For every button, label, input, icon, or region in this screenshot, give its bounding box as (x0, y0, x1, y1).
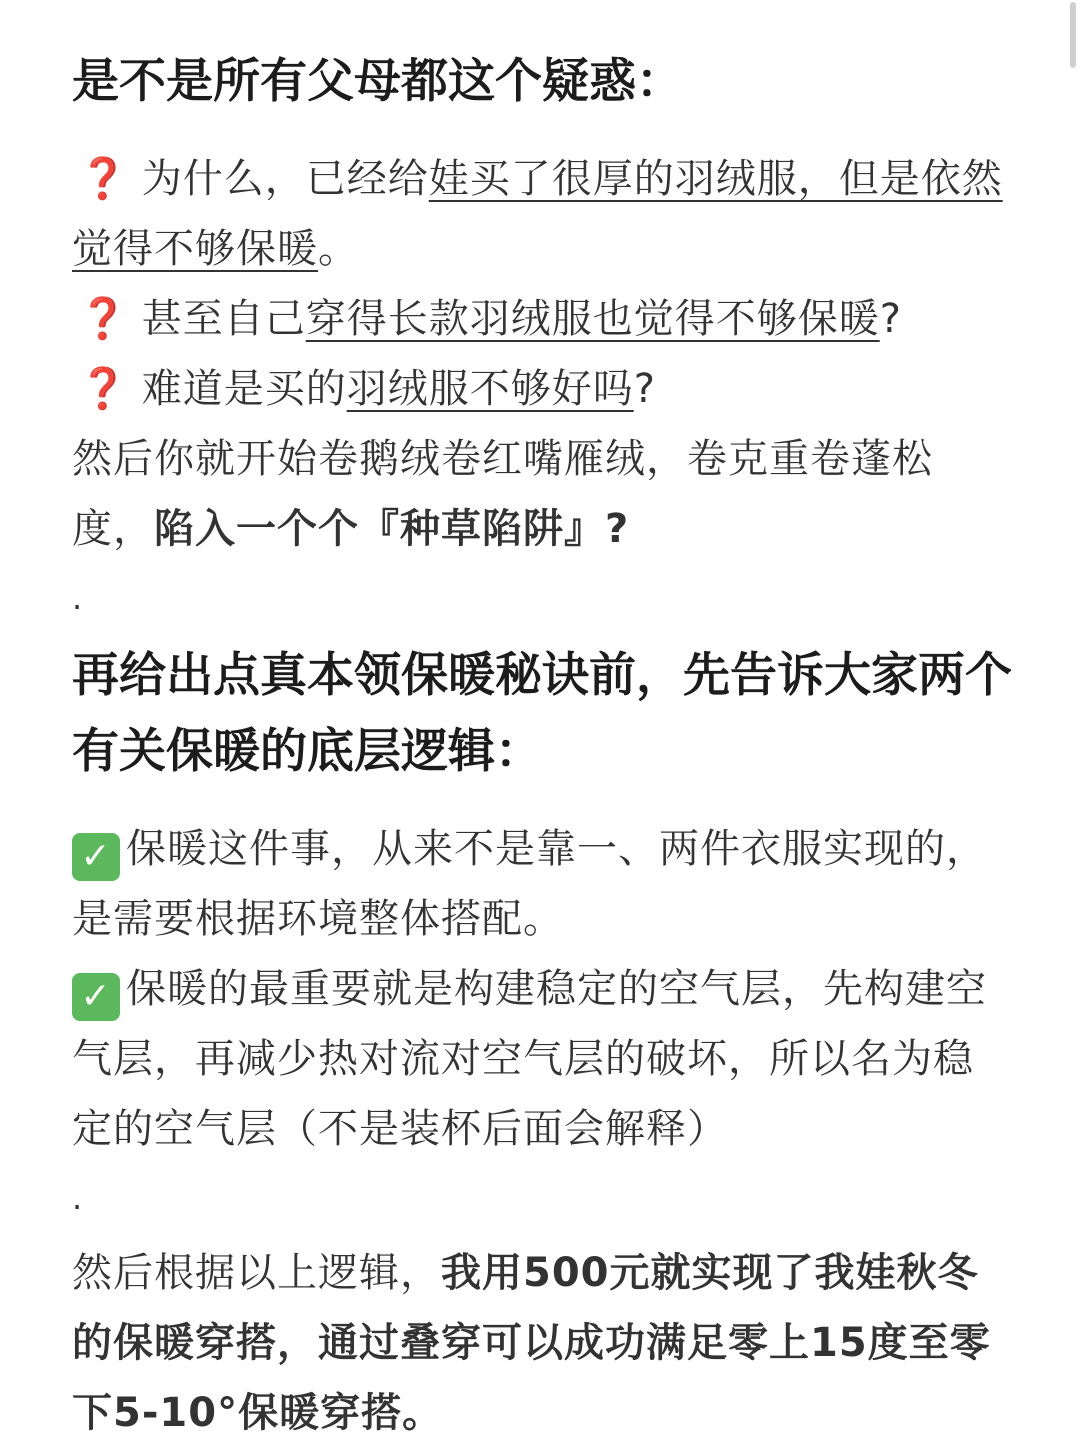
paragraph-down-trap (72, 424, 1012, 564)
heading-logic: 再给出点真本领保暖秘诀前，先告诉大家两个有关保暖的底层逻辑： (72, 648, 1012, 779)
check-text: 保暖的最重要就是构建稳定的空气层，先构建空气层，再减少热对流对空气层的破坏，所以名为稳定的空气层（不是装杯后面会解释） (72, 966, 987, 1152)
check-text: 保暖这件事，从来不是靠一、两件衣服实现的，是需要根据环境整体搭配。 (72, 826, 987, 942)
question-icon: ❓ (78, 366, 129, 412)
check-icon: ✓ (72, 973, 120, 1021)
paragraph-text: 然后根据以上逻辑， (72, 1250, 441, 1296)
paragraph-text: 然后你就开始卷鹅绒卷红嘴雁绒，卷克重卷蓬松度， (72, 436, 933, 552)
check-line-2 (72, 954, 1012, 1164)
heading-question: 是不是所有父母都这个疑惑： (72, 54, 683, 109)
question-line-2 (72, 284, 1012, 354)
paragraph-outfit (72, 1238, 1012, 1448)
scrollbar[interactable] (1070, 2, 1076, 68)
separator-dot: . (72, 579, 83, 617)
paragraph-text-bold: 我用500元就实现了我娃秋冬的保暖穿搭，通过叠穿可以成功满足零上15度至零下5-10°保暖穿搭。 (72, 1250, 991, 1436)
paragraph-text-bold: 陷入一个个『种草陷阱』? (154, 506, 630, 552)
separator-dot: . (72, 1179, 83, 1217)
check-icon: ✓ (72, 833, 120, 881)
question-text-post: ? (633, 366, 656, 412)
question-text-pre: 甚至自己 (141, 296, 306, 342)
check-line-1 (72, 814, 1012, 954)
question-text-underlined: 娃买了很厚的羽绒服，但是依然觉得不够保暖 (72, 156, 1003, 272)
question-line-3 (72, 354, 1012, 424)
question-text-pre: 为什么，已经给 (141, 156, 429, 202)
question-text-underlined: 穿得长款羽绒服也觉得不够保暖 (305, 296, 880, 342)
question-line-1 (72, 144, 1012, 284)
question-text-pre: 难道是买的 (141, 366, 347, 412)
article (72, 44, 1012, 1448)
question-icon: ❓ (78, 156, 129, 202)
question-text-post: 。 (318, 226, 359, 272)
question-text-post: ? (879, 296, 902, 342)
question-icon: ❓ (78, 296, 129, 342)
question-text-underlined: 羽绒服不够好吗 (346, 366, 634, 412)
